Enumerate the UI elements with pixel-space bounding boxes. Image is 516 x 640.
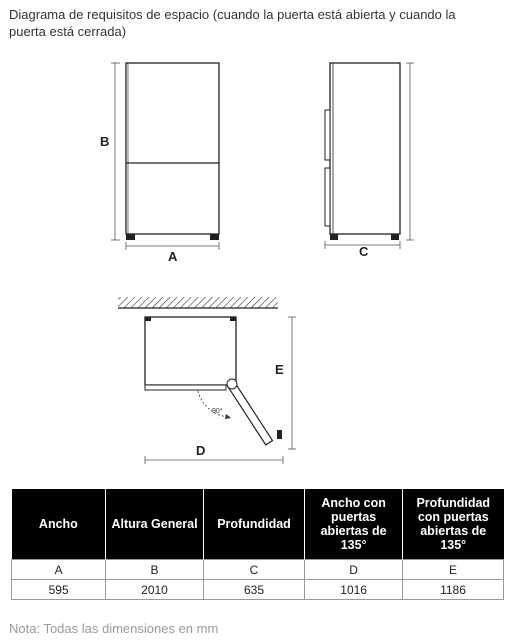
header-ancho: Ancho (12, 489, 106, 560)
table-cell-value-b: 2010 (106, 580, 204, 600)
dimension-b-label: B (100, 134, 110, 149)
dimension-c-label: C (359, 244, 369, 259)
table-cell-letter-e: E (403, 560, 504, 580)
table-cell-letter-d: D (305, 560, 403, 580)
dimension-e-label: E (275, 362, 284, 377)
header-altura-general: Altura General (106, 489, 204, 560)
fridge-side-foot-right (391, 234, 399, 240)
fridge-top-door-open (228, 382, 273, 445)
table-row-letters (12, 560, 504, 580)
header-profundidad-puertas-abiertas: Profundidad con puertas abiertas de 135° (403, 489, 504, 560)
dimension-d-label: D (196, 443, 206, 458)
wall-hatching (118, 297, 278, 308)
table-cell-value-a: 595 (12, 580, 106, 600)
fridge-top-door-closed (145, 385, 226, 390)
fridge-front-foot-right (210, 234, 219, 240)
side-view (325, 63, 414, 259)
fridge-front-body (126, 63, 219, 234)
dimension-a-label: A (168, 249, 178, 264)
table-cell-value-c: 635 (203, 580, 304, 600)
dimensions-table (11, 489, 504, 600)
table-cell-letter-a: A (12, 560, 106, 580)
diagram-title: Diagrama de requisitos de espacio (cuando la puerta está abierta y cuando la puerta está cerrada) (9, 7, 456, 39)
dimensions-note: Nota: Todas las dimensiones en mm (9, 621, 219, 636)
fridge-side-body (330, 63, 400, 234)
table-header-row (12, 489, 504, 560)
fridge-side-lower-handle (325, 168, 330, 226)
fridge-side-foot-left (330, 234, 338, 240)
door-angle-label: 90° (212, 408, 223, 415)
fridge-front-foot-left (126, 234, 135, 240)
table-cell-letter-b: B (106, 560, 204, 580)
top-view (118, 297, 296, 464)
table-cell-value-d: 1016 (305, 580, 403, 600)
fridge-side-upper-handle (325, 110, 330, 160)
table-cell-value-e: 1186 (403, 580, 504, 600)
header-ancho-puertas-abiertas: Ancho con puertas abiertas de 135° (305, 489, 403, 560)
table-cell-letter-c: C (203, 560, 304, 580)
table-row-values (12, 580, 504, 600)
fridge-top-body (145, 317, 236, 385)
front-view (100, 63, 219, 264)
header-profundidad: Profundidad (203, 489, 304, 560)
